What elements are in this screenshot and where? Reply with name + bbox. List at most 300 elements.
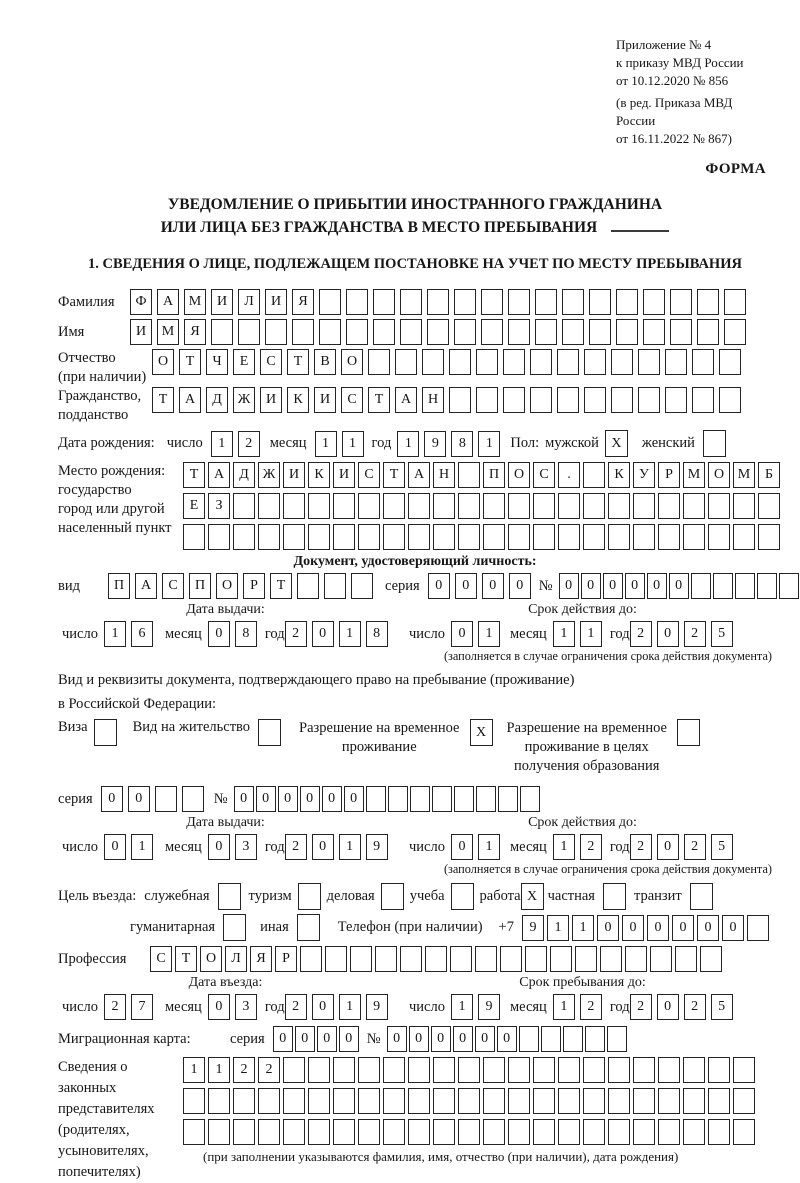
char-cell (503, 387, 525, 413)
char-cell: А (157, 289, 179, 315)
char-cell: 1 (580, 621, 602, 647)
char-cell (283, 1119, 305, 1145)
char-cell (346, 289, 368, 315)
char-cell (747, 915, 769, 941)
char-cell: 2 (684, 994, 706, 1020)
char-cell (558, 1088, 580, 1114)
char-cell: 2 (258, 1057, 280, 1083)
char-cell: Я (292, 289, 314, 315)
char-cell (697, 319, 719, 345)
char-cell (155, 786, 177, 812)
char-cell (218, 883, 241, 910)
char-cell (658, 524, 680, 550)
char-cell (283, 493, 305, 519)
char-cell (346, 319, 368, 345)
char-cell (258, 1119, 280, 1145)
entry-year-label: год (264, 998, 285, 1015)
char-cell: Е (233, 349, 255, 375)
char-cell: 2 (285, 621, 307, 647)
purpose-private-checkbox (603, 883, 626, 910)
char-cell (633, 1088, 655, 1114)
doc-validity-day-cells (451, 621, 500, 647)
char-cell: П (189, 573, 211, 599)
char-cell (683, 493, 705, 519)
char-cell: Н (433, 462, 455, 488)
char-cell: 2 (238, 431, 260, 457)
char-cell: 2 (580, 994, 602, 1020)
birth-place-cells-row1 (183, 462, 780, 488)
char-cell (520, 786, 540, 812)
char-cell: 0 (455, 573, 477, 599)
stay-until-heading: Срок пребывания до: (519, 975, 646, 990)
char-cell (483, 493, 505, 519)
char-cell (692, 349, 714, 375)
char-cell: 5 (711, 621, 733, 647)
doc-type-cells (108, 573, 373, 599)
char-cell (557, 387, 579, 413)
char-cell (713, 573, 733, 599)
temp-permit-label: Разрешение на временное проживание (299, 720, 460, 755)
char-cell: 0 (409, 1026, 429, 1052)
doc-validity-year-label: год (609, 625, 630, 642)
char-cell: 0 (101, 786, 123, 812)
char-cell: К (608, 462, 630, 488)
representatives-label: Сведения о законных представителях (родителях, усыновителях, попечителях) (58, 1059, 155, 1180)
birth-place-cells-row2 (183, 493, 780, 519)
permit-validity-month-label: месяц (509, 838, 547, 855)
char-cell: М (184, 289, 206, 315)
char-cell: 1 (547, 915, 569, 941)
char-cell: 1 (553, 834, 575, 860)
char-cell: 0 (451, 834, 473, 860)
purpose-work-checkbox (521, 883, 544, 910)
char-cell (388, 786, 408, 812)
representatives-cells-row3 (183, 1119, 755, 1145)
doc-validity-note: (заполняется в случае ограничения срока действия документа) (443, 649, 772, 663)
char-cell (779, 573, 799, 599)
char-cell: 0 (312, 834, 334, 860)
char-cell (483, 524, 505, 550)
char-cell: 8 (366, 621, 388, 647)
char-cell: 7 (131, 994, 153, 1020)
char-cell: 0 (497, 1026, 517, 1052)
visit-purpose-label: Цель въезда: (58, 888, 137, 904)
birth-year-label: год (371, 435, 392, 451)
char-cell (333, 1088, 355, 1114)
char-cell: Т (287, 349, 309, 375)
char-cell (583, 462, 605, 488)
char-cell: А (395, 387, 417, 413)
char-cell (583, 1088, 605, 1114)
profession-cells (150, 946, 722, 972)
doc-number-cells (559, 573, 799, 599)
char-cell (208, 1119, 230, 1145)
char-cell: У (633, 462, 655, 488)
char-cell: 0 (431, 1026, 451, 1052)
char-cell (498, 786, 518, 812)
char-cell (333, 1057, 355, 1083)
char-cell: 2 (285, 994, 307, 1020)
purpose-transit-label: транзит (633, 888, 682, 904)
char-cell (233, 1119, 255, 1145)
char-cell: 0 (597, 915, 619, 941)
purpose-business-label: деловая (326, 888, 375, 904)
char-cell (408, 1119, 430, 1145)
char-cell: Е (183, 493, 205, 519)
representatives-cells-row2 (183, 1088, 755, 1114)
char-cell (400, 946, 422, 972)
char-cell (395, 349, 417, 375)
doc-issue-heading: Дата выдачи: (186, 602, 265, 617)
purpose-tourism-label: туризм (248, 888, 292, 904)
char-cell (211, 319, 233, 345)
char-cell (589, 289, 611, 315)
phone-prefix: +7 (498, 919, 514, 935)
char-cell (608, 1088, 630, 1114)
char-cell (373, 319, 395, 345)
char-cell (733, 1088, 755, 1114)
char-cell (483, 1088, 505, 1114)
char-cell (658, 493, 680, 519)
char-cell (408, 493, 430, 519)
char-cell (298, 883, 321, 910)
char-cell (638, 349, 660, 375)
char-cell: А (179, 387, 201, 413)
sex-male-checkbox (605, 430, 628, 457)
char-cell: Ч (206, 349, 228, 375)
permit-issue-day-cells (104, 834, 153, 860)
char-cell (383, 1057, 405, 1083)
char-cell: 1 (342, 431, 364, 457)
surname-cells (130, 289, 746, 315)
char-cell (650, 946, 672, 972)
char-cell (508, 524, 530, 550)
char-cell (233, 524, 255, 550)
char-cell: 1 (478, 834, 500, 860)
char-cell (483, 1057, 505, 1083)
char-cell (584, 349, 606, 375)
char-cell: 0 (234, 786, 254, 812)
appendix-line: Приложение № 4 (616, 37, 712, 52)
char-cell (611, 387, 633, 413)
char-cell (608, 524, 630, 550)
appendix-line: (в ред. Приказа МВД России (616, 95, 733, 128)
migration-number-label: № (366, 1030, 381, 1047)
char-cell: 1 (478, 431, 500, 457)
char-cell (458, 1057, 480, 1083)
entry-year-cells (285, 994, 388, 1020)
char-cell (325, 946, 347, 972)
char-cell (454, 289, 476, 315)
char-cell (533, 493, 555, 519)
char-cell (427, 289, 449, 315)
char-cell (319, 289, 341, 315)
purpose-study-checkbox (451, 883, 474, 910)
char-cell (708, 1088, 730, 1114)
char-cell (541, 1026, 561, 1052)
char-cell: Т (383, 462, 405, 488)
char-cell (308, 493, 330, 519)
char-cell (508, 1057, 530, 1083)
char-cell (458, 524, 480, 550)
char-cell: 0 (339, 1026, 359, 1052)
char-cell: А (408, 462, 430, 488)
migration-series-label: серия (230, 1030, 265, 1047)
char-cell (733, 1119, 755, 1145)
char-cell: 0 (622, 915, 644, 941)
char-cell: З (208, 493, 230, 519)
char-cell (324, 573, 346, 599)
char-cell (757, 573, 777, 599)
doc-validity-heading: Срок действия до: (528, 602, 637, 617)
char-cell (683, 524, 705, 550)
purpose-transit-checkbox (690, 883, 713, 910)
char-cell: 0 (451, 621, 473, 647)
char-cell (530, 349, 552, 375)
doc-issue-year-label: год (264, 625, 285, 642)
char-cell (283, 1088, 305, 1114)
char-cell (451, 883, 474, 910)
char-cell: 0 (475, 1026, 495, 1052)
appendix-line: к приказу МВД России (616, 55, 744, 70)
char-cell (558, 493, 580, 519)
char-cell (308, 1057, 330, 1083)
char-cell (733, 493, 755, 519)
char-cell (383, 1088, 405, 1114)
char-cell: 2 (580, 834, 602, 860)
char-cell: Н (422, 387, 444, 413)
char-cell: 2 (630, 621, 652, 647)
permit-series-cells (101, 786, 204, 812)
char-cell (233, 493, 255, 519)
residence-permit-checkbox (258, 719, 281, 746)
char-cell (308, 1088, 330, 1114)
purpose-work-label: работа (479, 888, 521, 904)
char-cell (433, 1088, 455, 1114)
char-cell: 0 (509, 573, 531, 599)
form-title (58, 193, 772, 239)
doc-type-label: вид (58, 577, 80, 594)
char-cell: 3 (235, 834, 257, 860)
char-cell: 9 (522, 915, 544, 941)
char-cell (675, 946, 697, 972)
char-cell: 6 (131, 621, 153, 647)
char-cell (308, 1119, 330, 1145)
char-cell (208, 1088, 230, 1114)
char-cell (600, 946, 622, 972)
char-cell (183, 1088, 205, 1114)
char-cell (530, 387, 552, 413)
char-cell: 9 (478, 994, 500, 1020)
char-cell: И (211, 289, 233, 315)
residence-doc-line2: в Российской Федерации: (58, 696, 217, 712)
stay-year-cells (630, 994, 733, 1020)
char-cell (350, 946, 372, 972)
appendix-line: от 16.11.2022 № 867) (616, 131, 733, 146)
char-cell: А (208, 462, 230, 488)
char-cell (633, 524, 655, 550)
purpose-other-checkbox (297, 914, 320, 941)
char-cell: А (135, 573, 157, 599)
char-cell (449, 349, 471, 375)
char-cell: . (558, 462, 580, 488)
char-cell: О (200, 946, 222, 972)
char-cell (508, 1119, 530, 1145)
char-cell (583, 1057, 605, 1083)
char-cell (408, 1057, 430, 1083)
birth-day-cells (211, 431, 260, 457)
char-cell: 1 (339, 621, 361, 647)
char-cell: Р (658, 462, 680, 488)
char-cell (300, 946, 322, 972)
char-cell: Т (270, 573, 292, 599)
title-line-2: ИЛИ ЛИЦА БЕЗ ГРАЖДАНСТВА В МЕСТО ПРЕБЫВАНИЯ (58, 216, 772, 239)
doc-validity-month-label: месяц (509, 625, 547, 642)
char-cell (677, 719, 700, 746)
char-cell (503, 349, 525, 375)
char-cell (383, 524, 405, 550)
purpose-official-checkbox (218, 883, 241, 910)
char-cell (625, 946, 647, 972)
title-line-1: УВЕДОМЛЕНИЕ О ПРИБЫТИИ ИНОСТРАННОГО ГРАЖДАНИНА (167, 196, 663, 213)
permit-validity-day-label: число (409, 838, 445, 855)
char-cell (733, 1057, 755, 1083)
char-cell: С (150, 946, 172, 972)
char-cell: С (260, 349, 282, 375)
permit-number-cells (234, 786, 540, 812)
char-cell (584, 387, 606, 413)
char-cell: 9 (424, 431, 446, 457)
sex-female-checkbox (703, 430, 726, 457)
representatives-note: (при заполнении указываются фамилия, имя, отчество (при наличии), дата рождения) (203, 1149, 679, 1164)
char-cell (697, 289, 719, 315)
doc-series-label: серия (385, 577, 420, 594)
char-cell (283, 1057, 305, 1083)
char-cell: 0 (104, 834, 126, 860)
char-cell: 0 (603, 573, 623, 599)
doc-issue-day-cells (104, 621, 153, 647)
permit-series-label: серия (58, 790, 93, 807)
char-cell: 1 (104, 621, 126, 647)
char-cell (700, 946, 722, 972)
char-cell (333, 524, 355, 550)
char-cell (476, 786, 496, 812)
surname-label: Фамилия (58, 293, 115, 310)
char-cell: 1 (572, 915, 594, 941)
char-cell (535, 289, 557, 315)
char-cell (719, 349, 741, 375)
char-cell (692, 387, 714, 413)
char-cell: Т (179, 349, 201, 375)
char-cell (583, 524, 605, 550)
birth-day-label: число (166, 435, 203, 451)
permit-issue-month-cells (208, 834, 257, 860)
char-cell: 0 (428, 573, 450, 599)
char-cell: И (260, 387, 282, 413)
permit-issue-year-cells (285, 834, 388, 860)
char-cell: 0 (559, 573, 579, 599)
permit-validity-year-label: год (609, 838, 630, 855)
char-cell: X (470, 719, 493, 746)
purpose-humanitarian-checkbox (223, 914, 246, 941)
permit-issue-heading: Дата выдачи: (186, 815, 265, 830)
char-cell (500, 946, 522, 972)
char-cell: С (358, 462, 380, 488)
char-cell (427, 319, 449, 345)
char-cell: Ж (233, 387, 255, 413)
title-blank-underline (611, 218, 669, 232)
char-cell (683, 1088, 705, 1114)
char-cell (658, 1057, 680, 1083)
char-cell (333, 493, 355, 519)
char-cell (585, 1026, 605, 1052)
char-cell (562, 319, 584, 345)
char-cell (433, 524, 455, 550)
char-cell: Д (206, 387, 228, 413)
permit-validity-note: (заполняется в случае ограничения срока действия документа) (443, 862, 772, 876)
char-cell: 2 (104, 994, 126, 1020)
char-cell: Ж (258, 462, 280, 488)
char-cell (408, 1088, 430, 1114)
char-cell (724, 289, 746, 315)
char-cell (665, 387, 687, 413)
char-cell: И (333, 462, 355, 488)
doc-issue-month-cells (208, 621, 257, 647)
char-cell (708, 524, 730, 550)
char-cell (533, 1057, 555, 1083)
char-cell (358, 1088, 380, 1114)
birth-year-cells (397, 431, 500, 457)
char-cell (691, 573, 711, 599)
char-cell (533, 524, 555, 550)
char-cell (758, 493, 780, 519)
char-cell: 2 (630, 834, 652, 860)
char-cell (400, 319, 422, 345)
char-cell (183, 524, 205, 550)
char-cell (724, 319, 746, 345)
char-cell (373, 289, 395, 315)
char-cell (550, 946, 572, 972)
char-cell: 0 (317, 1026, 337, 1052)
char-cell (735, 573, 755, 599)
char-cell: И (283, 462, 305, 488)
char-cell: Т (183, 462, 205, 488)
permit-issue-month-label: месяц (164, 838, 202, 855)
char-cell (733, 524, 755, 550)
char-cell (475, 946, 497, 972)
char-cell (483, 1119, 505, 1145)
char-cell (208, 524, 230, 550)
char-cell (458, 1088, 480, 1114)
char-cell: О (152, 349, 174, 375)
purpose-private-label: частная (547, 888, 595, 904)
char-cell (433, 1057, 455, 1083)
permit-validity-day-cells (451, 834, 500, 860)
char-cell (508, 493, 530, 519)
permit-issue-year-label: год (264, 838, 285, 855)
char-cell: П (108, 573, 130, 599)
char-cell: Т (152, 387, 174, 413)
char-cell (633, 493, 655, 519)
char-cell: М (733, 462, 755, 488)
char-cell (525, 946, 547, 972)
char-cell: В (314, 349, 336, 375)
char-cell: 0 (278, 786, 298, 812)
char-cell: И (314, 387, 336, 413)
permit-validity-month-cells (553, 834, 602, 860)
char-cell (690, 883, 713, 910)
char-cell (94, 719, 117, 746)
